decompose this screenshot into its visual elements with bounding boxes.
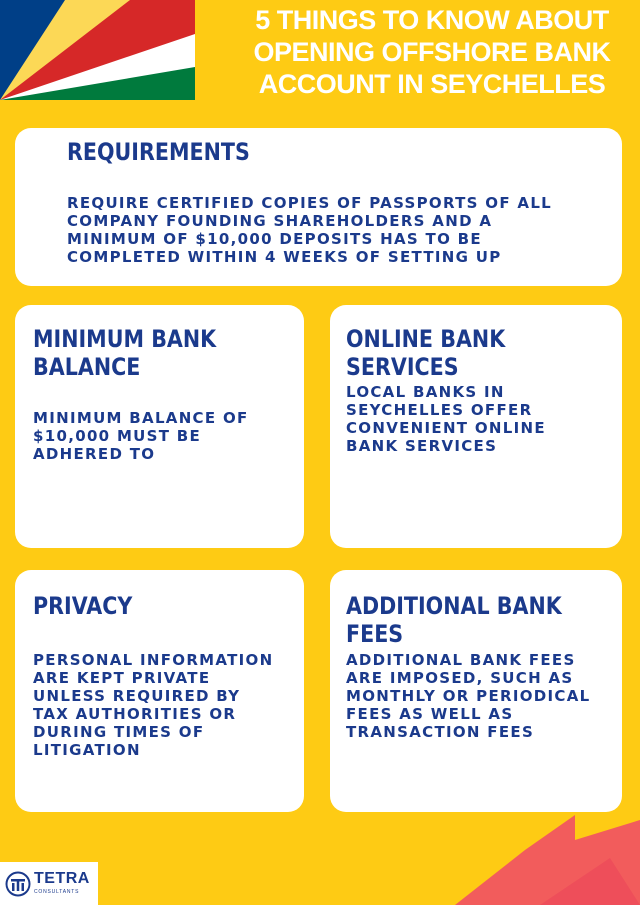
card-heading (33, 325, 216, 381)
card-body-line: $10,000 MUST BE (33, 427, 202, 445)
card-heading (33, 592, 132, 620)
tetra-logo-icon (5, 871, 31, 897)
requirements-card (15, 128, 622, 286)
card-body-line: COMPLETED WITHIN 4 WEEKS OF SETTING UP (67, 248, 502, 266)
card-heading-line: PRIVACY (33, 592, 133, 620)
title-line-3: ACCOUNT IN SEYCHELLES (258, 69, 606, 99)
card-body-line: ADDITIONAL BANK FEES (346, 651, 576, 669)
card-heading-line: MINIMUM BANK (33, 325, 217, 353)
card-heading-line: BALANCE (33, 353, 141, 381)
card-body-line: PERSONAL INFORMATION (33, 651, 274, 669)
card-body (346, 651, 590, 741)
page-title (232, 4, 632, 100)
card-heading-line: ONLINE BANK SERVICES (346, 325, 506, 381)
card-body-line: ADHERED TO (33, 445, 156, 463)
card-body-line: REQUIRE CERTIFIED COPIES OF PASSPORTS OF ALL (67, 194, 553, 212)
card-body-line: ARE KEPT PRIVATE (33, 669, 211, 687)
card-heading (346, 325, 583, 381)
card-body-line: MINIMUM OF $10,000 DEPOSITS HAS TO BE (67, 230, 482, 248)
card-heading (346, 592, 583, 648)
card-body-line: DURING TIMES OF (33, 723, 205, 741)
card-body-line: COMPANY FOUNDING SHAREHOLDERS AND A (67, 212, 493, 230)
logo-tagline: CONSULTANTS (34, 889, 80, 895)
privacy-card (15, 570, 304, 812)
card-body (346, 383, 546, 455)
card-body (33, 409, 249, 463)
logo-name: TETRA (34, 870, 90, 887)
minimum-bank-balance-card (15, 305, 304, 548)
card-body-line: TRANSACTION FEES (346, 723, 535, 741)
card-body-line: BANK SERVICES (346, 437, 498, 455)
decorative-triangles (455, 810, 640, 905)
tetra-logo (0, 862, 98, 905)
card-body-line: FEES AS WELL AS (346, 705, 514, 723)
card-heading (67, 138, 250, 166)
additional-bank-fees-card (330, 570, 622, 812)
card-body (33, 651, 273, 759)
card-body-line: SEYCHELLES OFFER (346, 401, 533, 419)
card-body-line: LOCAL BANKS IN (346, 383, 505, 401)
card-heading-line: ADDITIONAL BANK FEES (346, 592, 562, 648)
title-line-1: 5 THINGS TO KNOW ABOUT (255, 5, 609, 35)
card-body (67, 194, 552, 266)
online-bank-services-card (330, 305, 622, 548)
card-body-line: LITIGATION (33, 741, 141, 759)
card-body-line: UNLESS REQUIRED BY (33, 687, 241, 705)
card-body-line: ARE IMPOSED, SUCH AS (346, 669, 574, 687)
card-heading-line: REQUIREMENTS (67, 138, 250, 166)
title-line-2: OPENING OFFSHORE BANK (253, 37, 611, 67)
seychelles-flag (0, 0, 195, 100)
card-body-line: MINIMUM BALANCE OF (33, 409, 249, 427)
card-body-line: MONTHLY OR PERIODICAL (346, 687, 591, 705)
card-body-line: CONVENIENT ONLINE (346, 419, 546, 437)
card-body-line: TAX AUTHORITIES OR (33, 705, 237, 723)
